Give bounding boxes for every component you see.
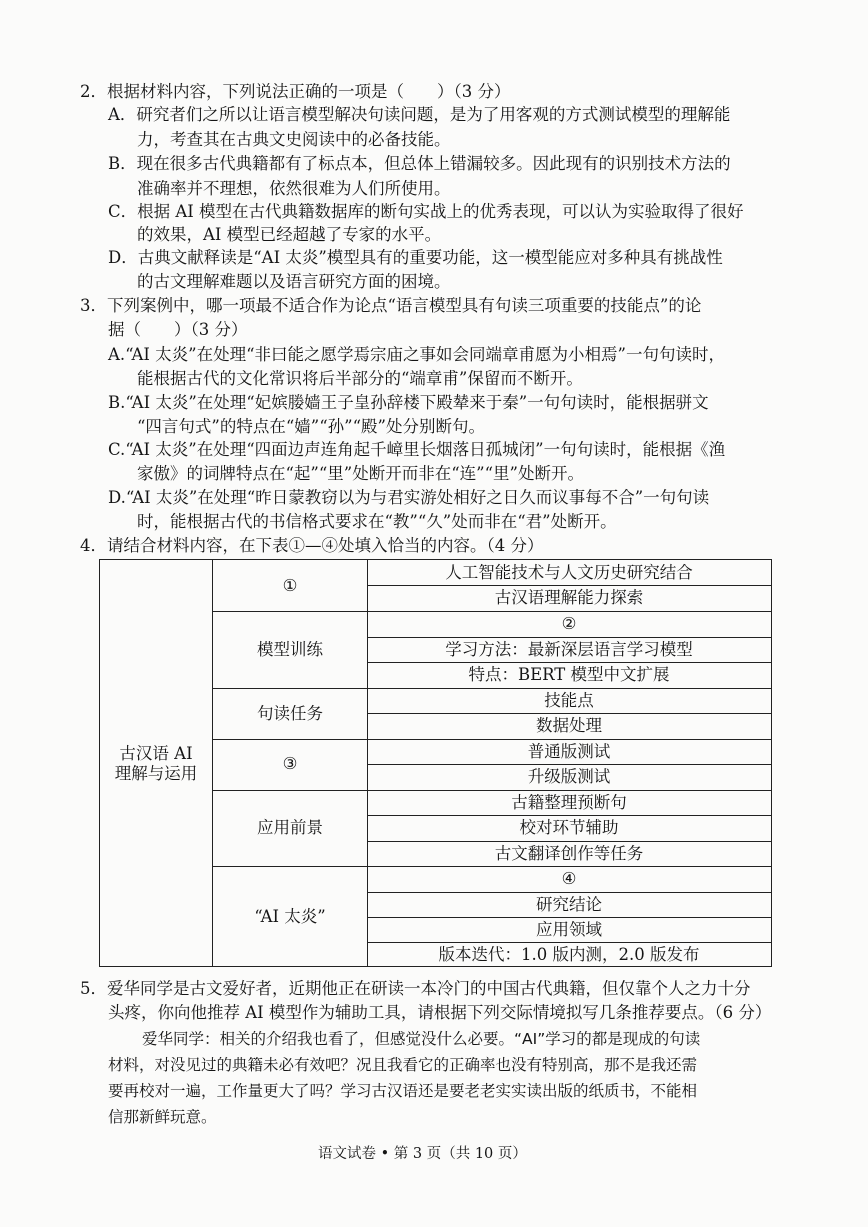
group-label-6: “AI 太炎” — [254, 907, 326, 927]
q3-option-d-line2: 时，能根据古代的书信格式要求在“教”“久”处而非在“君”处断开。 — [137, 512, 617, 531]
table-root-label: 古汉语 AI 理解与运用 — [114, 744, 198, 783]
q5-stem-line1: 5．爱华同学是古文爱好者，近期他正在研读一本冷门的中国古代典籍，但仅靠个人之力十分 — [80, 979, 751, 998]
group-label-1: ① — [282, 576, 298, 596]
table-item: 特点：BERT 模型中文扩展 — [468, 665, 670, 685]
q2-option-b-line1: B．现在很多古代典籍都有了标点本，但总体上错漏较多。因此现有的识别技术方法的 — [108, 154, 731, 173]
table-item: 学习方法：最新深层语言学习模型 — [445, 640, 693, 660]
q5-passage-line3: 要再校对一遍，工作量更大了吗？学习古汉语还是要老老实实读出版的纸质书，不能相 — [108, 1082, 698, 1100]
q3-option-c-line2: 家傲》的词牌特点在“起”“里”处断开而非在“连”“里”处断开。 — [137, 464, 584, 483]
q5-passage-line2: 材料，对没见过的典籍未必有效吧？况且我看它的正确率也没有特别高，那不是我还需 — [108, 1056, 698, 1074]
page-footer: 语文试卷 • 第 3 页（共 10 页） — [318, 1146, 527, 1162]
table-item: 人工智能技术与人文历史研究结合 — [445, 563, 693, 583]
table-item: 研究结论 — [536, 895, 602, 915]
table-item: 古汉语理解能力探索 — [494, 588, 644, 608]
table-item: 校对环节辅助 — [519, 818, 619, 838]
q2-option-d-line2: 的古文理解难题以及语言研究方面的困境。 — [137, 272, 451, 291]
q5-passage-line1: 爱华同学：相关的介绍我也看了，但感觉没什么必要。“AI”学习的都是现成的句读 — [142, 1030, 701, 1048]
group-label-5: 应用前景 — [257, 818, 323, 838]
table-item: 古文翻译创作等任务 — [494, 844, 644, 864]
q3-stem-line1: 3．下列案例中，哪一项最不适合作为论点“语言模型具有句读三项重要的技能点”的论 — [80, 296, 702, 315]
group-label-3: 句读任务 — [257, 704, 323, 724]
q2-option-b-line2: 准确率并不理想，依然很难为人们所使用。 — [137, 179, 451, 198]
q2-option-a-line1: A．研究者们之所以让语言模型解决句读问题，是为了用客观的方式测试模型的理解能 — [108, 105, 731, 124]
q2-stem: 2．根据材料内容，下列说法正确的一项是（ ）（3 分） — [80, 82, 511, 101]
table-item: 升级版测试 — [527, 767, 611, 787]
q3-option-a-line1: A.“AI 太炎”在处理“非曰能之愿学焉宗庙之事如会同端章甫愿为小相焉”一句句读时， — [108, 345, 725, 364]
q2-option-d-line1: D．古典文献释读是“AI 太炎”模型具有的重要功能，这一模型能应对多种具有挑战性 — [108, 248, 723, 267]
q5-stem-line2: 头疼，你向他推荐 AI 模型作为辅助工具，请根据下列交际情境拟写几条推荐要点。（6 分） — [108, 1003, 772, 1022]
table-item: 技能点 — [544, 691, 594, 711]
table-item: 应用领域 — [536, 920, 602, 940]
q5-passage-line4: 信那新鲜玩意。 — [108, 1108, 217, 1126]
table-item: 版本迭代：1.0 版内测，2.0 版发布 — [438, 945, 700, 965]
q3-option-a-line2: 能根据古代的文化常识将后半部分的“端章甫”保留而不断开。 — [137, 369, 583, 388]
q4-structure-table — [99, 559, 772, 967]
table-item: ② — [561, 614, 577, 634]
table-item: 古籍整理预断句 — [511, 793, 627, 813]
table-item: 数据处理 — [536, 716, 602, 736]
q3-option-d-line1: D.“AI 太炎”在处理“昨日蒙教窃以为与君实游处相好之日久而议事每不合”一句句读 — [108, 488, 710, 507]
group-label-4: ③ — [282, 754, 298, 774]
q2-option-a-line2: 力，考查其在古典文史阅读中的必备技能。 — [137, 130, 451, 149]
q3-option-c-line1: C.“AI 太炎”在处理“四面边声连角起千嶂里长烟落日孤城闭”一句句读时，能根据《渔 — [108, 440, 726, 459]
table-item: 普通版测试 — [527, 742, 611, 762]
q2-option-c-line2: 的效果，AI 模型已经超越了专家的水平。 — [137, 225, 442, 244]
q3-option-b-line2: “四言句式”的特点在“嫱”“孙”“殿”处分别断句。 — [137, 417, 485, 436]
table-item: ④ — [561, 869, 577, 889]
group-label-2: 模型训练 — [257, 640, 323, 660]
q3-stem-line2: 据（ ）（3 分） — [108, 320, 248, 339]
q2-option-c-line1: C．根据 AI 模型在古代典籍数据库的断句实战上的优秀表现，可以认为实验取得了很好 — [108, 202, 744, 221]
q4-stem: 4．请结合材料内容，在下表①—④处填入恰当的内容。（4 分） — [80, 536, 544, 555]
q3-option-b-line1: B.“AI 太炎”在处理“妃嫔媵嫱王子皇孙辞楼下殿辇来于秦”一句句读时，能根据骈文 — [108, 393, 709, 412]
